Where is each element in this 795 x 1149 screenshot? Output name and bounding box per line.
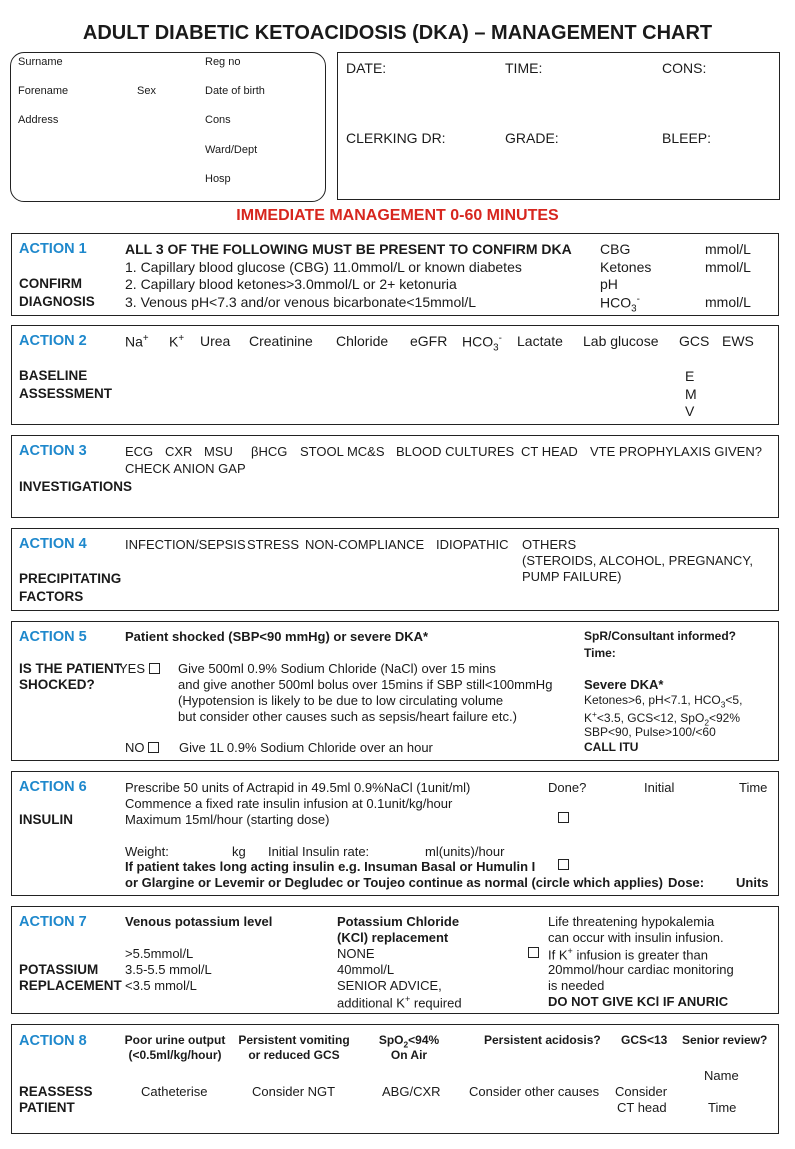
rate-unit: ml(units)/hour: [425, 844, 505, 859]
patient-details-box: [10, 52, 326, 202]
yes-option[interactable]: YES: [119, 661, 160, 676]
senior-name-field[interactable]: Name: [704, 1068, 739, 1083]
yes-instruction-2: and give another 500ml bolus over 15mins if SBP still<100mmHg: [178, 677, 553, 692]
k-level-1: >5.5mmol/L: [125, 946, 194, 961]
action-4-heading: ACTION 4: [19, 536, 87, 552]
ward-label[interactable]: Ward/Dept: [205, 144, 258, 156]
kcl-replacement-1: NONE: [337, 946, 375, 961]
factor-stress: STRESS: [247, 537, 300, 552]
warning-4: 20mmol/hour cardiac monitoring: [548, 962, 734, 977]
insulin-line-2: Commence a fixed rate insulin infusion at 0.1unit/kg/hour: [125, 796, 453, 811]
sex-label[interactable]: Sex: [137, 85, 156, 97]
dose-field[interactable]: Dose:: [668, 875, 705, 890]
no-instruction: Give 1L 0.9% Sodium Chloride over an hour: [179, 740, 433, 755]
reassess-spo2-1: SpO$_2$<94%: [378, 1033, 440, 1050]
action-2-label-2: ASSESSMENT: [19, 386, 113, 401]
kg-unit: kg: [232, 844, 246, 859]
reassess-spo2-2: On Air: [390, 1048, 428, 1062]
done-label: Done?: [548, 780, 587, 795]
warning-5: is needed: [548, 978, 605, 993]
reg-no-label[interactable]: Reg no: [205, 56, 241, 68]
ph-field[interactable]: pH: [600, 276, 618, 292]
gcs-verbal: V: [685, 403, 695, 419]
kcl-heading-2: (KCl) replacement: [337, 930, 449, 945]
immediate-management-heading: IMMEDIATE MANAGEMENT 0-60 MINUTES: [236, 207, 559, 224]
action-8-label-2: PATIENT: [19, 1100, 75, 1115]
egfr-field[interactable]: eGFR: [410, 333, 448, 349]
gcs-eye: E: [685, 368, 695, 384]
initial-label: Initial: [644, 780, 675, 795]
reassess-gcs: GCS<13: [621, 1033, 668, 1047]
cbg-unit: mmol/L: [705, 241, 751, 257]
action-abg-cxr: ABG/CXR: [382, 1084, 441, 1099]
action-1-heading: ACTION 1: [19, 241, 87, 257]
action-5-label-1: IS THE PATIENT: [19, 661, 123, 676]
address-label[interactable]: Address: [18, 114, 59, 126]
kcl-replacement-3: SENIOR ADVICE,: [337, 978, 442, 993]
kcl-heading-1: Potassium Chloride: [337, 914, 460, 929]
gcs-motor: M: [685, 386, 697, 402]
ketones-unit: mmol/L: [705, 259, 751, 275]
reassess-vomiting-2: or reduced GCS: [248, 1048, 340, 1062]
k-level-3: <3.5 mmol/L: [125, 978, 197, 993]
severe-criteria-2: K+<3.5, GCS<12, SpO$_2$<92%: [584, 709, 741, 728]
action-8-heading: ACTION 8: [19, 1033, 87, 1049]
hco3-baseline-field[interactable]: $HCO_3^-$: [462, 333, 502, 354]
lab-glucose-field[interactable]: Lab glucose: [583, 333, 659, 349]
no-option[interactable]: NO: [125, 740, 159, 755]
ketones-field[interactable]: Ketones: [600, 259, 652, 275]
cons-label[interactable]: Cons: [205, 114, 231, 126]
ews-field[interactable]: EWS: [722, 333, 754, 349]
severe-dka-heading: Severe DKA*: [584, 677, 664, 692]
action-5-label-2: SHOCKED?: [19, 677, 95, 692]
long-acting-checkbox[interactable]: [558, 859, 569, 870]
action-3-heading: ACTION 3: [19, 443, 87, 459]
units-label: Units: [736, 875, 769, 890]
reassess-senior: Senior review?: [682, 1033, 768, 1047]
surname-label[interactable]: Surname: [18, 56, 63, 68]
urea-field[interactable]: Urea: [200, 333, 231, 349]
kcl-replacement-2: 40mmol/L: [337, 962, 395, 977]
warning-3: If K+ infusion is greater than: [548, 946, 708, 963]
criterion-2: 2. Capillary blood ketones>3.0mmol/L or 2+ ketonuria: [125, 276, 457, 292]
inv-ct-head: CT HEAD: [521, 444, 578, 459]
time-field[interactable]: TIME:: [505, 60, 543, 76]
inv-stool: STOOL MC&S: [300, 444, 385, 459]
forename-label[interactable]: Forename: [18, 85, 69, 97]
senior-time-field[interactable]: Time: [708, 1100, 737, 1115]
action-5-heading: ACTION 5: [19, 629, 87, 645]
action-ct-head-1: Consider: [615, 1084, 668, 1099]
k-level-2: 3.5-5.5 mmol/L: [125, 962, 212, 977]
severe-criteria-3: SBP<90, Pulse>100/<60: [584, 725, 716, 739]
reassess-urine-2: (<0.5ml/kg/hour): [128, 1048, 222, 1062]
spr-time[interactable]: Time:: [584, 646, 616, 660]
sodium-field[interactable]: Na+: [125, 333, 149, 350]
action-4-label-1: PRECIPITATING: [19, 571, 122, 586]
factor-others-detail-1: (STEROIDS, ALCOHOL, PREGNANCY,: [522, 553, 753, 568]
action-other-causes: Consider other causes: [469, 1084, 600, 1099]
reassess-vomiting-1: Persistent vomiting: [238, 1033, 350, 1047]
dka-criteria-heading: ALL 3 OF THE FOLLOWING MUST BE PRESENT TO CONFIRM DKA: [125, 241, 572, 257]
action-catheterise: Catheterise: [141, 1084, 208, 1099]
clerking-box: [337, 52, 780, 200]
yes-instruction-1: Give 500ml 0.9% Sodium Chloride (NaCl) over 15 mins: [178, 661, 496, 676]
action-3-label: INVESTIGATIONS: [19, 479, 133, 494]
creatinine-field[interactable]: Creatinine: [249, 333, 313, 349]
yes-checkbox[interactable]: [149, 663, 160, 674]
action-2-label-1: BASELINE: [19, 368, 88, 383]
hco3-unit: mmol/L: [705, 294, 751, 310]
time-label: Time: [739, 780, 768, 795]
action-4-label-2: FACTORS: [19, 589, 84, 604]
warning-2: can occur with insulin infusion.: [548, 930, 724, 945]
potassium-checkbox[interactable]: [528, 947, 539, 958]
chloride-field[interactable]: Chloride: [336, 333, 389, 349]
factor-idiopathic: IDIOPATHIC: [436, 537, 509, 552]
inv-anion-gap: CHECK ANION GAP: [125, 461, 246, 476]
action-8-label-1: REASSESS: [19, 1084, 93, 1099]
action-ct-head-2: CT head: [617, 1100, 667, 1115]
hosp-label[interactable]: Hosp: [205, 173, 231, 185]
action-6-heading: ACTION 6: [19, 779, 87, 795]
action-7-label-2: REPLACEMENT: [19, 978, 122, 993]
action-ngt: Consider NGT: [252, 1084, 336, 1099]
action-7-heading: ACTION 7: [19, 914, 87, 930]
inv-blood-cultures: BLOOD CULTURES: [396, 444, 515, 459]
page-title: ADULT DIABETIC KETOACIDOSIS (DKA) – MANAGEMENT CHART: [82, 22, 713, 44]
potassium-field[interactable]: K+: [169, 333, 185, 350]
date-field[interactable]: DATE:: [346, 60, 387, 76]
criterion-1: 1. Capillary blood glucose (CBG) 11.0mmol/L or known diabetes: [125, 259, 522, 275]
cbg-field[interactable]: CBG: [600, 241, 631, 257]
dob-label[interactable]: Date of birth: [205, 85, 265, 97]
action-6-label: INSULIN: [19, 812, 73, 827]
kcl-replacement-4: additional K+ required: [337, 994, 462, 1011]
inv-cxr: CXR: [165, 444, 193, 459]
spr-informed[interactable]: SpR/Consultant informed?: [584, 629, 736, 643]
long-acting-line-1: If patient takes long acting insulin e.g. Insuman Basal or Humulin I: [125, 859, 536, 874]
bleep-field[interactable]: BLEEP:: [662, 130, 712, 146]
warning-anuric: DO NOT GIVE KCl IF ANURIC: [548, 994, 729, 1009]
action-1-label-2: DIAGNOSIS: [19, 294, 95, 309]
action-1-label-1: CONFIRM: [19, 276, 82, 291]
severe-criteria-1: Ketones>6, pH<7.1, $HCO_3<5$,: [584, 693, 743, 710]
potassium-level-heading: Venous potassium level: [125, 914, 273, 929]
insulin-rate-field[interactable]: Initial Insulin rate:: [268, 844, 370, 859]
criterion-3: 3. Venous pH<7.3 and/or venous bicarbonate<15mmol/L: [125, 294, 477, 310]
no-checkbox[interactable]: [148, 742, 159, 753]
insulin-line-3: Maximum 15ml/hour (starting dose): [125, 812, 330, 827]
factor-non-compliance: NON-COMPLIANCE: [305, 537, 425, 552]
inv-bhcg: βHCG: [251, 444, 288, 459]
inv-msu: MSU: [204, 444, 233, 459]
weight-field[interactable]: Weight:: [125, 844, 169, 859]
insulin-done-checkbox[interactable]: [558, 812, 569, 823]
shocked-heading: Patient shocked (SBP<90 mmHg) or severe DKA*: [125, 629, 429, 644]
warning-1: Life threatening hypokalemia: [548, 914, 715, 929]
action-7-label-1: POTASSIUM: [19, 962, 99, 977]
call-itu: CALL ITU: [584, 740, 639, 754]
action-2-heading: ACTION 2: [19, 333, 87, 349]
hco3-field[interactable]: $HCO_3^-$: [600, 294, 640, 315]
grade-field[interactable]: GRADE:: [505, 130, 559, 146]
insulin-line-1: Prescribe 50 units of Actrapid in 49.5ml 0.9%NaCl (1unit/ml): [125, 780, 471, 795]
factor-others-detail-2: PUMP FAILURE): [522, 569, 622, 584]
reassess-acidosis: Persistent acidosis?: [484, 1033, 601, 1047]
factor-infection: INFECTION/SEPSIS: [125, 537, 246, 552]
long-acting-line-2: or Glargine or Levemir or Degludec or Toujeo continue as normal (circle which applies): [125, 875, 663, 890]
gcs-field[interactable]: GCS: [679, 333, 710, 349]
clerking-dr-field[interactable]: CLERKING DR:: [346, 130, 446, 146]
inv-ecg: ECG: [125, 444, 154, 459]
inv-vte: VTE PROPHYLAXIS GIVEN?: [590, 444, 762, 459]
reassess-urine-1: Poor urine output: [124, 1033, 226, 1047]
yes-instruction-4: but consider other causes such as sepsis/heart failure etc.): [178, 709, 517, 724]
yes-instruction-3: (Hypotension is likely to be due to low circulating volume: [178, 693, 504, 708]
cons-field[interactable]: CONS:: [662, 60, 707, 76]
lactate-field[interactable]: Lactate: [517, 333, 563, 349]
factor-others: OTHERS: [522, 537, 577, 552]
